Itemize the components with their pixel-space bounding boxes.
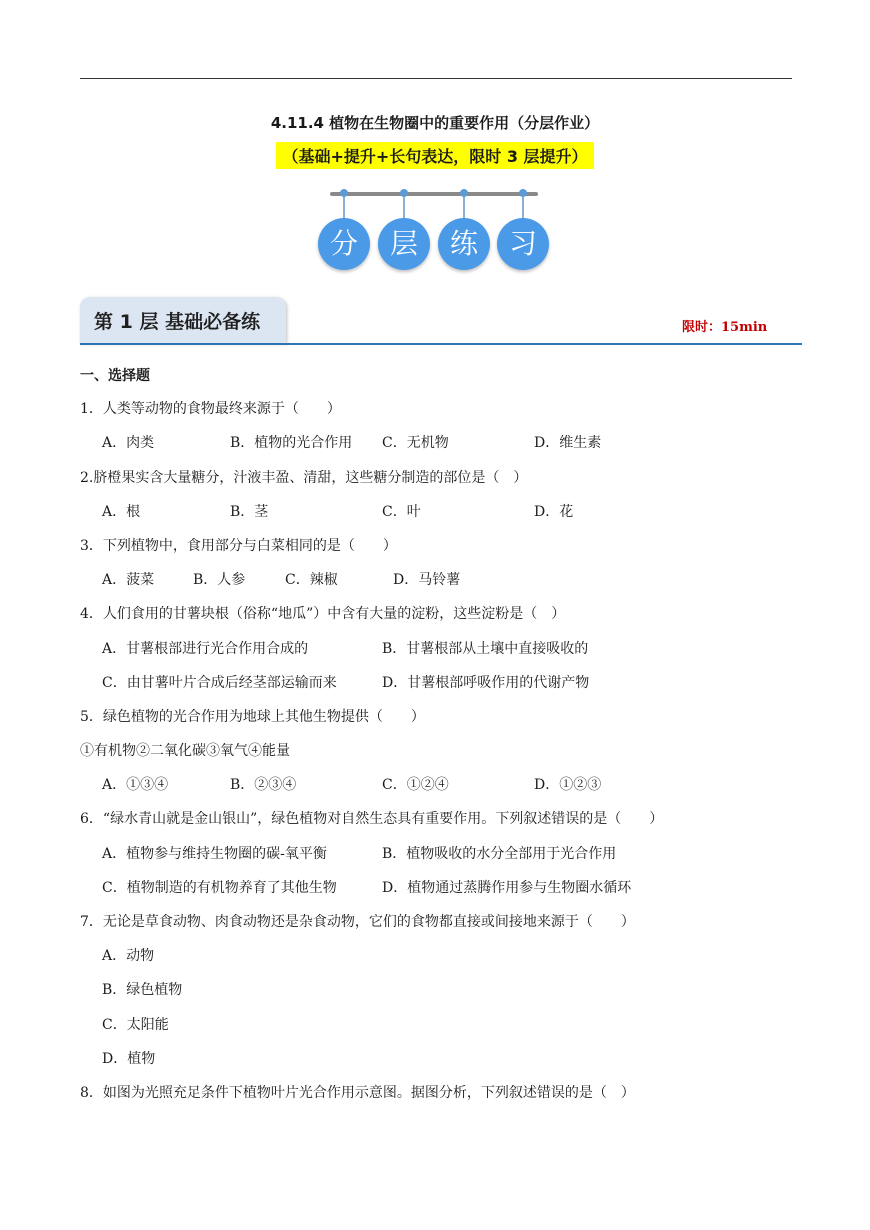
option: D．植物通过蒸腾作用参与生物圈水循环 bbox=[382, 880, 632, 896]
layer-label: 第 1 层 基础必备练 bbox=[94, 311, 261, 333]
option: A．动物 bbox=[102, 948, 155, 964]
question-stem: 6．“绿水青山就是金山银山”，绿色植物对自然生态具有重要作用。下列叙述错误的是（ ） bbox=[80, 811, 664, 827]
page-subtitle: （基础+提升+长句表达，限时 3 层提升） bbox=[276, 142, 593, 169]
option: A．菠菜 bbox=[102, 572, 155, 588]
question-stem: 4．人们食用的甘薯块根（俗称“地瓜”）中含有大量的淀粉，这些淀粉是（ ） bbox=[80, 606, 566, 622]
banner-char: 层 bbox=[378, 218, 430, 270]
question-extra: ①有机物②二氧化碳③氧气④能量 bbox=[80, 743, 290, 759]
question-stem: 5．绿色植物的光合作用为地球上其他生物提供（ ） bbox=[80, 709, 425, 725]
option: A．根 bbox=[102, 504, 141, 520]
option: A．甘薯根部进行光合作用合成的 bbox=[102, 641, 309, 657]
banner-pin bbox=[463, 197, 465, 219]
question-stem: 7．无论是草食动物、肉食动物还是杂食动物，它们的食物都直接或间接地来源于（ ） bbox=[80, 914, 635, 930]
option: D．①②③ bbox=[534, 777, 602, 793]
question-stem: 3．下列植物中，食用部分与白菜相同的是（ ） bbox=[80, 538, 397, 554]
option: D．植物 bbox=[102, 1051, 156, 1067]
option: D．维生素 bbox=[534, 435, 602, 451]
option: A．植物参与维持生物圈的碳-氧平衡 bbox=[102, 846, 327, 862]
option: B．甘薯根部从土壤中直接吸收的 bbox=[382, 641, 589, 657]
question-stem: 8．如图为光照充足条件下植物叶片光合作用示意图。据图分析，下列叙述错误的是（ ） bbox=[80, 1085, 635, 1101]
option: C．植物制造的有机物养育了其他生物 bbox=[102, 880, 337, 896]
option: B．人参 bbox=[193, 572, 246, 588]
option: B．绿色植物 bbox=[102, 982, 183, 998]
banner-pin-dot bbox=[460, 189, 468, 197]
option: A．肉类 bbox=[102, 435, 155, 451]
option: D．甘薯根部呼吸作用的代谢产物 bbox=[382, 675, 590, 691]
section-title: 一、选择题 bbox=[80, 368, 150, 384]
time-limit: 限时：15min bbox=[682, 320, 768, 335]
banner-pin-dot bbox=[519, 189, 527, 197]
option: B．植物吸收的水分全部用于光合作用 bbox=[382, 846, 617, 862]
banner-char: 分 bbox=[318, 218, 370, 270]
question-stem: 2.脐橙果实含大量糖分，汁液丰盈、清甜，这些糖分制造的部位是（ ） bbox=[80, 470, 528, 486]
option: C．由甘薯叶片合成后经茎部运输而来 bbox=[102, 675, 337, 691]
layer-rule bbox=[80, 343, 802, 345]
option: C．辣椒 bbox=[285, 572, 338, 588]
subtitle-wrap bbox=[0, 142, 870, 169]
option: D．花 bbox=[534, 504, 574, 520]
option: C．叶 bbox=[382, 504, 421, 520]
banner-pin bbox=[522, 197, 524, 219]
banner-pin bbox=[343, 197, 345, 219]
option: C．①②④ bbox=[382, 777, 449, 793]
banner-pin bbox=[403, 197, 405, 219]
option: C．太阳能 bbox=[102, 1017, 169, 1033]
option: B．植物的光合作用 bbox=[230, 435, 353, 451]
option: B．②③④ bbox=[230, 777, 297, 793]
practice-banner bbox=[318, 188, 554, 272]
option: B．茎 bbox=[230, 504, 269, 520]
option: D．马铃薯 bbox=[393, 572, 461, 588]
question-stem: 1．人类等动物的食物最终来源于（ ） bbox=[80, 401, 341, 417]
layer-tab bbox=[80, 297, 286, 343]
banner-char: 习 bbox=[497, 218, 549, 270]
option: A．①③④ bbox=[102, 777, 169, 793]
option: C．无机物 bbox=[382, 435, 449, 451]
banner-pin-dot bbox=[400, 189, 408, 197]
banner-bar bbox=[330, 192, 538, 196]
banner-char: 练 bbox=[438, 218, 490, 270]
header-rule bbox=[80, 78, 792, 79]
page-title: 4.11.4 植物在生物圈中的重要作用（分层作业） bbox=[270, 114, 600, 132]
banner-pin-dot bbox=[340, 189, 348, 197]
